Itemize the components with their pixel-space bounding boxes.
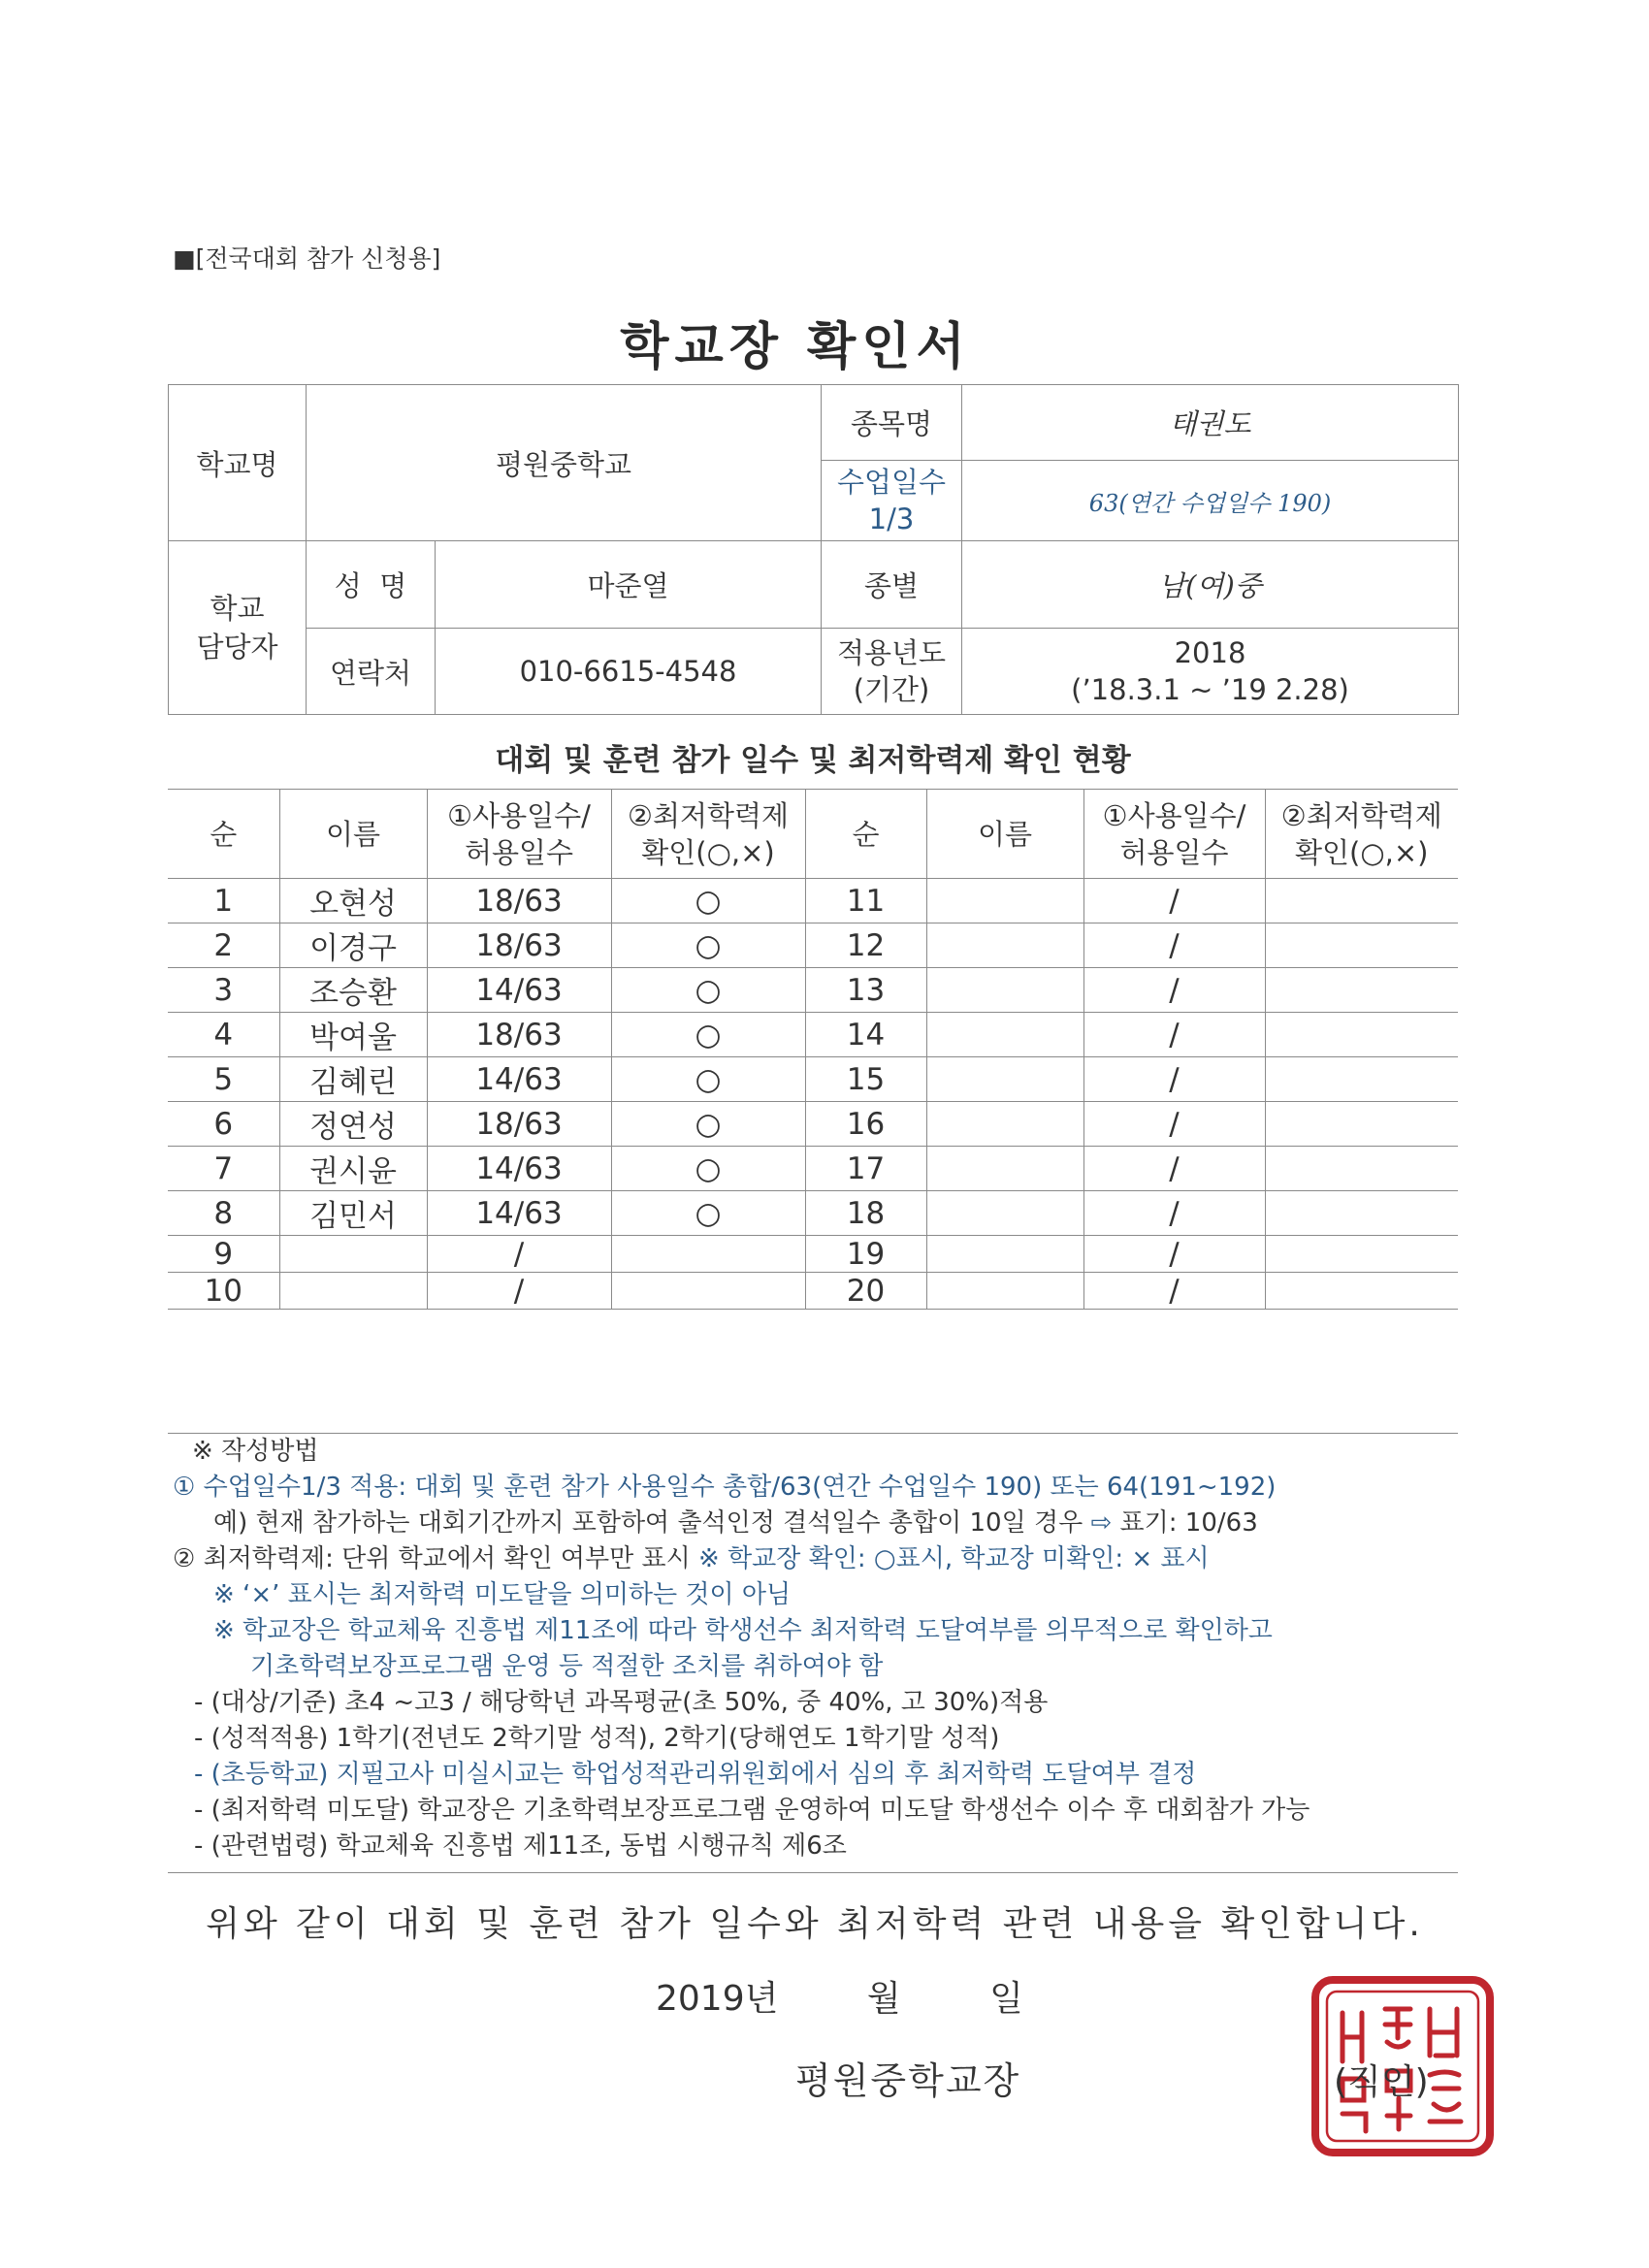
note-4-continued: 기초학력보장프로그램 운영 등 적절한 조치를 취하여야 함 <box>250 1652 884 1681</box>
note-3: ※ ‘×’ 표시는 최저학력 미도달을 의미하는 것이 아님 <box>213 1580 792 1609</box>
roster-cell-check: ○ <box>611 1147 805 1191</box>
roster-cell-no: 5 <box>168 1057 279 1102</box>
roster-cell-no: 8 <box>168 1191 279 1236</box>
roster-cell-days: 18/63 <box>427 1013 611 1057</box>
instructions <box>173 1434 1463 1864</box>
roster-cell-check: ○ <box>611 1057 805 1102</box>
roster-cell-days: / <box>1083 879 1265 923</box>
roster-cell-name <box>926 968 1083 1013</box>
note-2: ② 최저학력제: 단위 학교에서 확인 여부만 표시 ※ 학교장 확인: ○표시, 학교장 미확인: × 표시 <box>173 1544 1210 1573</box>
table-row <box>168 1191 1458 1236</box>
roster-cell-name: 박여울 <box>279 1013 427 1057</box>
roster-section-title: 대회 및 훈련 참가 일수 및 최저학력제 확인 현황 <box>495 743 1131 778</box>
roster-cell-no: 20 <box>805 1273 926 1310</box>
roster-cell-days: 14/63 <box>427 1057 611 1102</box>
roster-cell-days: 14/63 <box>427 968 611 1013</box>
note-4: ※ 학교장은 학교체육 진흥법 제11조에 따라 학생선수 최저학력 도달여부를 의무적으로 확인하고 <box>213 1616 1273 1645</box>
roster-cell-days: / <box>1083 1147 1265 1191</box>
roster-header-row <box>168 790 1458 879</box>
col-header-check: ②최저학력제 확인(○,×) <box>611 790 805 879</box>
roster-cell-check <box>1265 1057 1458 1102</box>
roster-cell-name <box>926 1147 1083 1191</box>
date-month: 월 <box>866 1979 901 2019</box>
notes-heading: ※ 작성방법 <box>192 1437 319 1466</box>
roster-cell-check: ○ <box>611 1102 805 1147</box>
roster-cell-check <box>1265 1102 1458 1147</box>
roster-cell-no: 16 <box>805 1102 926 1147</box>
name-label: 성 명 <box>307 541 436 629</box>
roster-cell-no: 11 <box>805 879 926 923</box>
roster-cell-no: 19 <box>805 1236 926 1273</box>
roster-cell-days: 14/63 <box>427 1191 611 1236</box>
roster-cell-check <box>1265 879 1458 923</box>
roster-cell-check: ○ <box>611 968 805 1013</box>
roster-cell-name: 오현성 <box>279 879 427 923</box>
seal-label: (직인) <box>1334 2062 1429 2102</box>
roster-cell-no: 4 <box>168 1013 279 1057</box>
class-days-label: 수업일수 1/3 <box>822 461 962 541</box>
roster-cell-check: ○ <box>611 1191 805 1236</box>
col-header-no: 순 <box>168 790 279 879</box>
roster-table <box>168 789 1458 1310</box>
roster-cell-no: 18 <box>805 1191 926 1236</box>
roster-cell-name <box>926 1273 1083 1310</box>
detail-3: - (초등학교) 지필고사 미실시교는 학업성적관리위원회에서 심의 후 최저학력 도달여부 결정 <box>194 1760 1197 1789</box>
table-row <box>168 1102 1458 1147</box>
contact-group-label: 학교 담당자 <box>169 541 307 715</box>
roster-cell-name <box>926 923 1083 968</box>
roster-cell-check <box>1265 1147 1458 1191</box>
col-header-name: 이름 <box>279 790 427 879</box>
roster-cell-check <box>1265 1191 1458 1236</box>
roster-cell-check: ○ <box>611 879 805 923</box>
note-1-example: 예) 현재 참가하는 대회기간까지 포함하여 출석인정 결석일수 총합이 10일 경우 ⇨ 표기: 10/63 <box>213 1508 1258 1538</box>
roster-cell-days: 18/63 <box>427 879 611 923</box>
detail-4: - (최저학력 미도달) 학교장은 기초학력보장프로그램 운영하여 미도달 학생선수 이수 후 대회참가 가능 <box>194 1796 1310 1825</box>
roster-cell-check: ○ <box>611 923 805 968</box>
date-line <box>656 1971 1062 2021</box>
phone-label: 연락처 <box>307 629 436 715</box>
roster-cell-name <box>926 879 1083 923</box>
roster-cell-name: 정연성 <box>279 1102 427 1147</box>
roster-cell-check <box>611 1236 805 1273</box>
col-header-check: ②최저학력제 확인(○,×) <box>1265 790 1458 879</box>
roster-cell-no: 9 <box>168 1236 279 1273</box>
table-row <box>168 923 1458 968</box>
roster-cell-check <box>1265 1013 1458 1057</box>
roster-cell-name: 이경구 <box>279 923 427 968</box>
date-day: 일 <box>989 1979 1023 2019</box>
roster-cell-check <box>611 1273 805 1310</box>
class-days-value: 63(연간 수업일수 190) <box>962 461 1459 541</box>
roster-cell-no: 10 <box>168 1273 279 1310</box>
school-label: 학교명 <box>169 385 307 541</box>
roster-cell-name <box>926 1013 1083 1057</box>
table-row <box>168 879 1458 923</box>
roster-cell-no: 7 <box>168 1147 279 1191</box>
roster-cell-name <box>279 1273 427 1310</box>
division-value: 남(여)중 <box>962 541 1459 629</box>
roster-cell-name: 권시윤 <box>279 1147 427 1191</box>
roster-cell-days: / <box>1083 1057 1265 1102</box>
table-row <box>168 1147 1458 1191</box>
roster-cell-days: / <box>427 1273 611 1310</box>
roster-cell-days: 18/63 <box>427 1102 611 1147</box>
roster-cell-name <box>926 1102 1083 1147</box>
table-row <box>168 968 1458 1013</box>
roster-cell-no: 14 <box>805 1013 926 1057</box>
roster-cell-no: 3 <box>168 968 279 1013</box>
roster-cell-no: 6 <box>168 1102 279 1147</box>
roster-cell-days: / <box>1083 968 1265 1013</box>
detail-2: - (성적적용) 1학기(전년도 2학기말 성적), 2학기(당해연도 1학기말 성적) <box>194 1724 1000 1753</box>
roster-cell-days: / <box>1083 1013 1265 1057</box>
roster-cell-name <box>926 1191 1083 1236</box>
roster-cell-days: 18/63 <box>427 923 611 968</box>
year-label: 적용년도 (기간) <box>822 629 962 715</box>
roster-cell-name: 김민서 <box>279 1191 427 1236</box>
roster-cell-days: / <box>1083 923 1265 968</box>
roster-cell-days: / <box>1083 1273 1265 1310</box>
roster-cell-days: / <box>1083 1191 1265 1236</box>
roster-cell-check <box>1265 923 1458 968</box>
principal-title: 평원중학교장 <box>795 2059 1021 2102</box>
table-row <box>168 1057 1458 1102</box>
roster-cell-check <box>1265 968 1458 1013</box>
table-row <box>168 1236 1458 1273</box>
roster-cell-no: 13 <box>805 968 926 1013</box>
detail-5: - (관련법령) 학교체육 진흥법 제11조, 동법 시행규칙 제6조 <box>194 1831 847 1861</box>
roster-cell-name: 김혜린 <box>279 1057 427 1102</box>
col-header-days: ①사용일수/ 허용일수 <box>1083 790 1265 879</box>
note-1: ① 수업일수1/3 적용: 대회 및 훈련 참가 사용일수 총합/63(연간 수업일수 190) 또는 64(191~192) <box>173 1473 1277 1502</box>
info-table <box>168 384 1459 715</box>
contact-name: 마준열 <box>436 541 822 629</box>
phone-value: 010-6615-4548 <box>436 629 822 715</box>
roster-cell-days: / <box>1083 1236 1265 1273</box>
col-header-no: 순 <box>805 790 926 879</box>
document-title: 학교장 확인서 <box>620 318 971 376</box>
roster-cell-days: / <box>1083 1102 1265 1147</box>
roster-cell-name <box>926 1236 1083 1273</box>
division-label: 종별 <box>822 541 962 629</box>
roster-cell-days: 14/63 <box>427 1147 611 1191</box>
form-type-label: ■[전국대회 참가 신청용] <box>173 244 441 273</box>
school-name: 평원중학교 <box>307 385 822 541</box>
year-value: 2018 (’18.3.1 ~ ’19 2.28) <box>962 629 1459 715</box>
date-year: 2019년 <box>656 1979 779 2019</box>
roster-cell-no: 17 <box>805 1147 926 1191</box>
table-row <box>168 1013 1458 1057</box>
roster-cell-days: / <box>427 1236 611 1273</box>
confirmation-statement: 위와 같이 대회 및 훈련 참가 일수와 최저학력 관련 내용을 확인합니다. <box>206 1904 1424 1944</box>
sport-label: 종목명 <box>822 385 962 461</box>
table-row <box>168 1273 1458 1310</box>
roster-cell-name <box>926 1057 1083 1102</box>
roster-cell-no: 1 <box>168 879 279 923</box>
sport-value: 태권도 <box>962 385 1459 461</box>
col-header-name: 이름 <box>926 790 1083 879</box>
roster-cell-no: 15 <box>805 1057 926 1102</box>
detail-1: - (대상/기준) 초4 ~고3 / 해당학년 과목평균(초 50%, 중 40%, 고 30%)적용 <box>194 1688 1049 1717</box>
roster-cell-check <box>1265 1273 1458 1310</box>
col-header-days: ①사용일수/ 허용일수 <box>427 790 611 879</box>
roster-cell-check <box>1265 1236 1458 1273</box>
arrow-right-icon: ⇨ <box>1090 1508 1113 1538</box>
roster-cell-no: 2 <box>168 923 279 968</box>
roster-cell-check: ○ <box>611 1013 805 1057</box>
notes-bottom-rule <box>168 1872 1458 1873</box>
roster-cell-name: 조승환 <box>279 968 427 1013</box>
roster-cell-name <box>279 1236 427 1273</box>
roster-cell-no: 12 <box>805 923 926 968</box>
